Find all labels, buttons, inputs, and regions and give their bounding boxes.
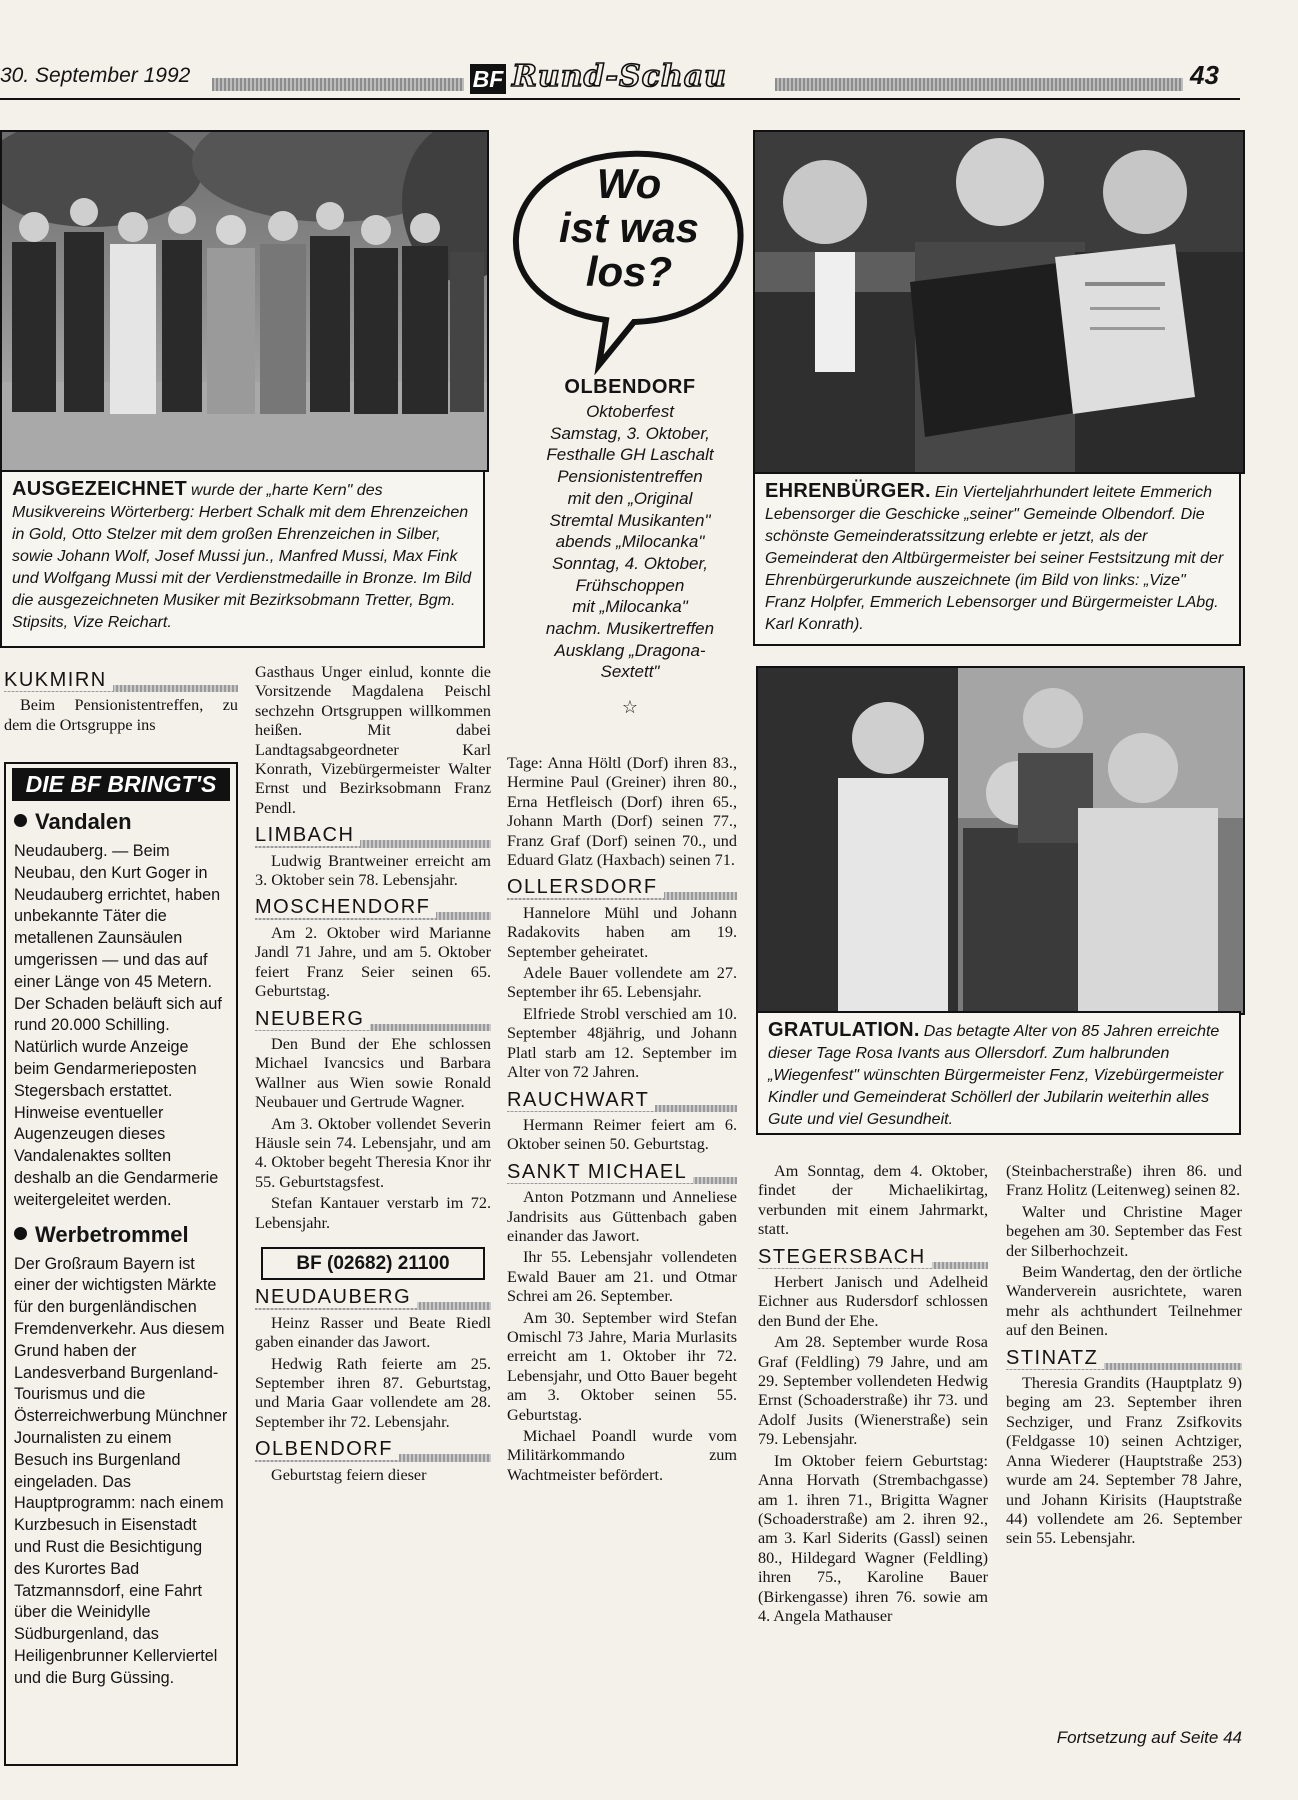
event-line: mit „Milocanka" bbox=[572, 597, 688, 617]
bf-bringts-title: DIE BF BRINGT'S bbox=[12, 768, 230, 801]
text-vandalen: Neudauberg. — Beim Neubau, den Kurt Goger in Neudauberg errichtet, haben unbekannte Täter die metallenen Zaunsäulen umgerissen — und das auf einer Länge von 45 Metern. Der Schaden beläuft sich auf rund 20.000 Schilling. Natürlich wurde Anzeige beim Gendarmerieposten Stegersbach erstattet. Hinweise eventueller Augenzeugen dieses Vandalenaktes sollten deshalb an die Gendarmerie weitergeleitet werden. bbox=[14, 842, 222, 1209]
photo-musicians bbox=[0, 130, 489, 472]
head-limbach: LIMBACH bbox=[255, 826, 491, 847]
event-line: Pensionistentreffen bbox=[557, 467, 703, 487]
caption-ehrenbuerger: EHRENBÜRGER. Ein Vierteljahrhundert leitete Emmerich Lebensorger die Geschicke „seiner" Gemeinde Olbendorf. Die schönste Gemeinderatssitzung erlebte er jetzt, als der Gemeinderat den Altbürgermeister bei seiner Festsitzung mit der Ehrenbürgerurkunde auszeichnete (im Bild von links: „Vize" Franz Holpfer, Emmerich Lebensorger und Bürgermeister LAbg. Karl Konrath). bbox=[753, 472, 1241, 646]
head-neuberg: NEUBERG bbox=[255, 1010, 491, 1031]
head-moschendorf: MOSCHENDORF bbox=[255, 898, 491, 919]
photo-ehrenbuerger bbox=[753, 130, 1245, 474]
column-3: Tage: Anna Höltl (Dorf) ihren 83., Hermine Paul (Greiner) ihren 80., Erna Hetfleisch (Dorf) ihren 65., Johann Marth (Dorf) seinen 77., Franz Graf (Dorf) seinen 70., und Eduard Glatz (Haxbach) seinen 71. OLLERSDORF Hannelore Mühl und Johann Radakovits haben am 19. September geheiratet. Adele Bauer vollendete am 27. September ihr 65. Lebensjahr. Elfriede Strobl verschied am 10. September 48jährig, und Johann Platl starb am 12. September im Alter von 72 Jahren. RAUCHWART Hermann Reimer feiert am 6. Oktober seinen 50. Geburtstag. SANKT MICHAEL Anton Potzmann und Anneliese Jandrisits aus Güttenbach gaben einander das Jawort. Ihr 55. Lebensjahr vollendeten Ewald Bauer am 21. und Otmar Schrei am 26. September. Am 30. September wird Stefan Omischl 73 Jahre, Maria Murlasits erreicht am 1. Oktober ihr 72. Lebensjahr, und Otto Bauer begeht am 3. Oktober seinen 55. Geburtstag. Michael Poandl wurde vom Militärkommando zum Wachtmeister befördert. bbox=[507, 754, 737, 1484]
head-rauchwart: RAUCHWART bbox=[507, 1091, 737, 1112]
continued-note: Fortsetzung auf Seite 44 bbox=[1056, 1728, 1242, 1747]
head-olbendorf: OLBENDORF bbox=[255, 1440, 491, 1461]
text-werbetrommel: Der Großraum Bayern ist einer der wichtigsten Märkte für den burgenländischen Fremdenverkehr. Aus diesem Grund haben der Landesverband Burgenland-Tourismus und die Österreichwerbung Münchner Journalisten zu einem Besuch ins Burgenland eingeladen. Das Hauptprogramm: nach einem Kurzbesuch in Eisenstadt und Rust die Besichtigung des Kurortes Bad Tatzmannsdorf, eine Fahrt über die Weinidylle Südburgenland, das Heiligenbrunner Kellerviertel und die Burg Güssing. bbox=[14, 1254, 228, 1687]
page-number: 43 bbox=[1190, 60, 1219, 90]
events-town: OLBENDORF bbox=[564, 376, 696, 398]
column-1: KUKMIRN Beim Pensionistentreffen, zu dem die Ortsgruppe ins bbox=[4, 669, 238, 734]
bf-logo: BF bbox=[470, 64, 506, 94]
bullet-icon bbox=[14, 1227, 27, 1240]
head-neudauberg: NEUDAUBERG bbox=[255, 1288, 491, 1309]
head-stinatz: STINATZ bbox=[1006, 1349, 1242, 1370]
page-date: 30. September 1992 bbox=[0, 64, 191, 87]
head-stegersbach: STEGERSBACH bbox=[758, 1248, 988, 1269]
event-line: Ausklang „Dragona- bbox=[554, 640, 706, 660]
phone-box: BF (02682) 21100 bbox=[261, 1247, 485, 1280]
event-line: Sonntag, 4. Oktober, bbox=[552, 553, 708, 573]
bullet-icon bbox=[14, 814, 27, 827]
event-line: Samstag, 3. Oktober, bbox=[550, 423, 710, 443]
head-sankt-michael: SANKT MICHAEL bbox=[507, 1163, 737, 1184]
header-rule-right bbox=[775, 78, 1183, 91]
caption-musicians: AUSGEZEICHNET wurde der „harte Kern" des Musikvereins Wörterberg: Herbert Schalk mit dem Ehrenzeichen in Gold, Otto Stelzer mit dem großen Ehrenzeichen in Silber, sowie Johann Wolf, Josef Mussi jun., Manfred Mussi, Max Fink und Wolfgang Mussi mit der Verdienstmedaille in Bronze. Im Bild die ausgezeichneten Musiker mit Bezirksobmann Tretter, Bgm. Stipsits, Vize Reichart. bbox=[0, 470, 485, 648]
event-line: mit den „Original bbox=[567, 488, 693, 508]
header-underline bbox=[0, 98, 1240, 100]
caption-gratulation: GRATULATION. Das betagte Alter von 85 Jahren erreichte dieser Tage Rosa Ivants aus Ollersdorf. Zum halbrunden „Wiegenfest" wünschten Bürgermeister Fenz, Vizebürgermeister Kindler und Gemeinderat Schöllerl der Jubilarin weiterhin alles Gute und viel Gesundheit. bbox=[756, 1011, 1241, 1135]
event-line: Frühschoppen bbox=[575, 575, 685, 595]
event-line: abends „Milocanka" bbox=[555, 532, 705, 552]
column-4: Am Sonntag, dem 4. Oktober, findet der Michaelikirtag, verbunden mit einem Jahrmarkt, statt. STEGERSBACH Herbert Janisch und Adelheid Eichner aus Rudersdorf schlossen den Bund der Ehe. Am 28. September wurde Rosa Graf (Feldling) 79 Jahre, und am 29. September vollendeten Hedwig Ernst (Schoaderstraße) ihr 73. und Adolf Jusits (Wienerstraße) sein 79. Lebensjahr. Im Oktober feiern Geburtstag: Anna Horvath (Strembachgasse) am 1. ihren 71., Brigitta Wagner (Schoaderstraße) am 2. ihren 92., am 3. Karl Siderits (Gassl) seinen 80., Hildegard Wagner (Feldling) ihren 75., Karoline Bauer (Birkengasse) ihren 76. sowie am 4. Angela Mathauser bbox=[758, 1162, 988, 1625]
head-kukmirn: KUKMIRN bbox=[4, 671, 238, 692]
speech-bubble: Wo ist was los? bbox=[504, 140, 754, 375]
event-line: Oktoberfest bbox=[586, 402, 674, 421]
section-vandalen: Vandalen bbox=[14, 809, 228, 835]
column-2: Gasthaus Unger einlud, konnte die Vorsitzende Magdalena Peischl sechzehn Ortsgruppen willkommen heißen. Mit dabei Landtagsabgeordneter Karl Konrath, Vizebürgermeister Walter Ernst und Bezirksobmann Franz Pendl. LIMBACH Ludwig Brantweiner erreicht am 3. Oktober sein 78. Lebensjahr. MOSCHENDORF Am 2. Oktober wird Marianne Jandl 71 Jahre, und am 5. Oktober feiert Franz Seier seinen 65. Geburtstag. NEUBERG Den Bund der Ehe schlossen Michael Ivancsics und Barbara Wallner aus Wien sowie Ronald Neubauer und Gertrude Wagner. Am 3. Oktober vollendet Severin Häusle sein 74. Lebensjahr, und am 4. Oktober begeht Theresia Knor ihr 55. Geburtstagsfest. Stefan Kantauer verstarb im 72. Lebensjahr. BF (02682) 21100 NEUDAUBERG Heinz Rasser und Beate Riedl gaben einander das Jawort. Hedwig Rath feierte am 25. September ihren 87. Geburtstag, und Maria Gaar vollendete am 28. September ihr 72. Lebensjahr. OLBENDORF Geburtstag feiern dieser bbox=[255, 663, 491, 1484]
event-line: nachm. Musikertreffen bbox=[545, 619, 715, 639]
events-list bbox=[505, 376, 755, 718]
head-ollersdorf: OLLERSDORF bbox=[507, 878, 737, 899]
event-line: Festhalle GH Laschalt bbox=[546, 445, 714, 465]
header-rule-left bbox=[212, 78, 464, 91]
event-line: Sextett" bbox=[600, 662, 660, 682]
photo-gratulation bbox=[756, 666, 1245, 1015]
section-werbetrommel: Werbetrommel bbox=[14, 1222, 228, 1248]
section-title: Rund-Schau bbox=[512, 59, 727, 94]
star-icon: ☆ bbox=[621, 697, 639, 718]
bf-bringts-box bbox=[4, 762, 238, 1766]
column-5: (Steinbacherstraße) ihren 86. und Franz Holitz (Leitenweg) seinen 82. Walter und Christine Mager begehen am 30. September das Fest der Silberhochzeit. Beim Wandertag, den der örtliche Wanderverein ausrichtete, waren mehr als achthundert Teilnehmer auf den Beinen. STINATZ Theresia Grandits (Hauptplatz 9) beging am 23. September ihren Sechziger, und Franz Zsifkovits (Feldgasse 10) seinen Achtziger, Anna Wiederer (Hauptstraße 253) wurde am 24. September 78 Jahre, und Johann Kirisits (Hauptstraße 44) vollendete am 26. September sein 55. Lebensjahr. bbox=[1006, 1162, 1242, 1548]
event-line: Stremtal Musikanten" bbox=[549, 510, 711, 530]
